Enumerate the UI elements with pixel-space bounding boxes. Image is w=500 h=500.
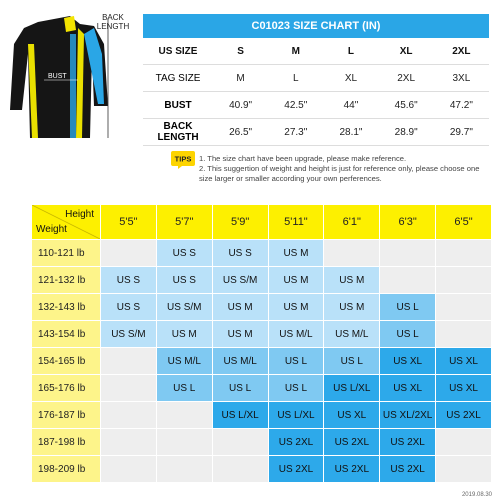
row-label: BACK LENGTH <box>143 119 213 146</box>
size-recommendation-cell <box>101 240 157 267</box>
size-cell: 44" <box>323 92 378 119</box>
height-header: 5'9" <box>212 205 268 240</box>
back-length-label: BACK LENGTH <box>96 13 130 31</box>
size-recommendation-cell <box>156 429 212 456</box>
grid-row <box>32 456 492 483</box>
size-recommendation-cell: US XL/2XL <box>380 402 436 429</box>
height-header: 5'7" <box>156 205 212 240</box>
size-recommendation-cell: US L/XL <box>268 402 324 429</box>
tips-text <box>199 154 491 184</box>
size-recommendation-cell: US L <box>268 348 324 375</box>
size-recommendation-cell: US M <box>324 294 380 321</box>
size-recommendation-cell <box>436 456 492 483</box>
size-cell: M <box>213 65 268 92</box>
size-recommendation-cell: US S/M <box>212 267 268 294</box>
size-chart-table <box>143 14 489 146</box>
row-label: US SIZE <box>143 38 213 65</box>
size-recommendation-cell: US 2XL <box>324 456 380 483</box>
size-recommendation-cell: US M/L <box>212 348 268 375</box>
size-recommendation-cell: US XL <box>324 402 380 429</box>
size-recommendation-cell: US S <box>101 294 157 321</box>
size-recommendation-cell <box>156 456 212 483</box>
weight-label: 121-132 lb <box>32 267 101 294</box>
size-recommendation-cell <box>101 348 157 375</box>
height-header: 6'5" <box>436 205 492 240</box>
size-recommendation-cell: US S/M <box>101 321 157 348</box>
grid-row <box>32 294 492 321</box>
size-recommendation-cell: US XL <box>380 348 436 375</box>
grid-corner <box>32 205 101 240</box>
size-cell: 42.5" <box>268 92 323 119</box>
size-chart-row-tag-size <box>143 65 489 92</box>
size-recommendation-cell <box>101 456 157 483</box>
size-cell: 2XL <box>434 38 489 65</box>
footer-date: 2019.08.30 <box>461 492 492 498</box>
weight-label: 198-209 lb <box>32 456 101 483</box>
size-recommendation-cell: US M/L <box>156 348 212 375</box>
size-recommendation-cell: US 2XL <box>380 456 436 483</box>
size-recommendation-cell <box>212 429 268 456</box>
size-recommendation-cell <box>380 267 436 294</box>
size-recommendation-cell: US L <box>380 294 436 321</box>
size-chart-row-us-size <box>143 38 489 65</box>
size-recommendation-cell: US S/M <box>156 294 212 321</box>
weight-label: 187-198 lb <box>32 429 101 456</box>
size-chart-title: C01023 SIZE CHART (IN) <box>143 14 489 38</box>
grid-row <box>32 429 492 456</box>
tip-line-2: 2. This suggertion of weight and height is just for reference only, please choose one size larger or smaller according your own perferences. <box>199 164 480 183</box>
size-recommendation-cell: US M <box>212 321 268 348</box>
size-recommendation-cell <box>380 240 436 267</box>
grid-row <box>32 402 492 429</box>
size-recommendation-cell: US S <box>156 267 212 294</box>
size-recommendation-cell: US L <box>212 375 268 402</box>
size-chart-row-back-length <box>143 119 489 146</box>
weight-label: 176-187 lb <box>32 402 101 429</box>
size-recommendation-cell <box>101 429 157 456</box>
grid-body <box>32 240 492 483</box>
size-recommendation-cell <box>324 240 380 267</box>
size-cell: 26.5" <box>213 119 268 146</box>
grid-row <box>32 321 492 348</box>
height-header: 6'3" <box>380 205 436 240</box>
size-recommendation-cell: US L <box>380 321 436 348</box>
size-recommendation-cell <box>436 321 492 348</box>
size-recommendation-cell: US 2XL <box>324 429 380 456</box>
weight-label: 110-121 lb <box>32 240 101 267</box>
size-recommendation-cell: US S <box>156 240 212 267</box>
size-cell: 45.6" <box>379 92 434 119</box>
size-recommendation-cell: US M/L <box>324 321 380 348</box>
size-recommendation-cell <box>436 294 492 321</box>
size-recommendation-cell: US S <box>101 267 157 294</box>
size-recommendation-cell: US M <box>324 267 380 294</box>
tip-line-1: 1. The size chart have been upgrade, please make reference. <box>199 154 407 163</box>
size-recommendation-cell: US S <box>212 240 268 267</box>
size-cell: M <box>268 38 323 65</box>
size-cell: 28.1" <box>323 119 378 146</box>
size-recommendation-cell: US M <box>268 267 324 294</box>
size-recommendation-cell: US M <box>268 294 324 321</box>
jersey-bust-label: BUST <box>48 73 67 80</box>
size-chart-row-bust <box>143 92 489 119</box>
height-header: 6'1" <box>324 205 380 240</box>
tips-badge <box>170 150 196 170</box>
weight-axis-label: Weight <box>36 224 67 235</box>
size-cell: L <box>323 38 378 65</box>
size-cell: 40.9" <box>213 92 268 119</box>
size-recommendation-cell: US L/XL <box>212 402 268 429</box>
weight-label: 154-165 lb <box>32 348 101 375</box>
height-header: 5'11" <box>268 205 324 240</box>
size-recommendation-cell: US XL <box>380 375 436 402</box>
size-recommendation-cell: US M/L <box>268 321 324 348</box>
weight-height-grid <box>31 204 492 483</box>
size-recommendation-cell: US M <box>268 240 324 267</box>
size-recommendation-cell: US XL <box>436 375 492 402</box>
grid-row <box>32 240 492 267</box>
grid-header-row <box>32 205 492 240</box>
size-cell: L <box>268 65 323 92</box>
grid-row <box>32 267 492 294</box>
size-recommendation-cell: US L <box>268 375 324 402</box>
weight-label: 165-176 lb <box>32 375 101 402</box>
grid-row <box>32 348 492 375</box>
size-recommendation-cell <box>156 402 212 429</box>
size-cell: XL <box>323 65 378 92</box>
size-recommendation-cell <box>436 267 492 294</box>
size-recommendation-cell <box>436 429 492 456</box>
weight-label: 143-154 lb <box>32 321 101 348</box>
size-recommendation-cell: US M <box>212 294 268 321</box>
size-recommendation-cell: US L <box>324 348 380 375</box>
size-recommendation-cell: US XL <box>436 348 492 375</box>
size-recommendation-cell <box>212 456 268 483</box>
row-label: TAG SIZE <box>143 65 213 92</box>
size-cell: 47.2" <box>434 92 489 119</box>
size-recommendation-cell: US 2XL <box>436 402 492 429</box>
grid-row <box>32 375 492 402</box>
height-header: 5'5" <box>101 205 157 240</box>
height-axis-label: Height <box>65 209 94 220</box>
size-cell: XL <box>379 38 434 65</box>
size-recommendation-cell <box>101 375 157 402</box>
size-cell: 29.7" <box>434 119 489 146</box>
weight-label: 132-143 lb <box>32 294 101 321</box>
size-recommendation-cell: US 2XL <box>268 429 324 456</box>
size-cell: 27.3" <box>268 119 323 146</box>
jersey-illustration <box>8 14 138 142</box>
size-cell: 28.9" <box>379 119 434 146</box>
size-cell: 2XL <box>379 65 434 92</box>
size-cell: S <box>213 38 268 65</box>
size-recommendation-cell: US L/XL <box>324 375 380 402</box>
size-recommendation-cell: US 2XL <box>268 456 324 483</box>
tips-badge-label: TIPS <box>174 154 192 164</box>
size-recommendation-cell: US M <box>156 321 212 348</box>
size-recommendation-cell <box>101 402 157 429</box>
size-recommendation-cell: US L <box>156 375 212 402</box>
size-cell: 3XL <box>434 65 489 92</box>
size-recommendation-cell <box>436 240 492 267</box>
size-recommendation-cell: US 2XL <box>380 429 436 456</box>
row-label: BUST <box>143 92 213 119</box>
